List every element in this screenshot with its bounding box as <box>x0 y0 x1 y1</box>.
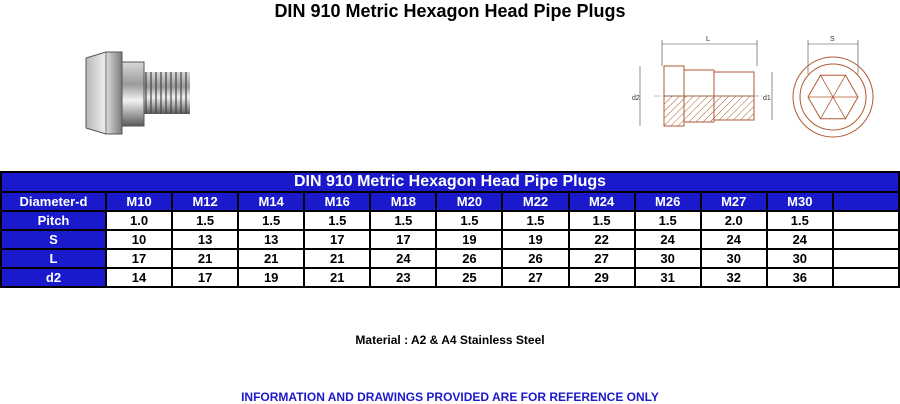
label-d1: d1 <box>763 95 771 102</box>
table-cell: 32 <box>701 268 767 287</box>
table-row-pitch <box>1 211 899 230</box>
table-cell: 21 <box>172 249 238 268</box>
column-header: M16 <box>304 192 370 211</box>
page-title: DIN 910 Metric Hexagon Head Pipe Plugs <box>274 1 626 21</box>
table-cell: 1.5 <box>370 211 436 230</box>
label-L: L <box>706 36 710 43</box>
column-label-diameter: Diameter-d <box>1 192 106 211</box>
table-cell: 17 <box>370 230 436 249</box>
column-header: M22 <box>502 192 568 211</box>
table-cell: 1.5 <box>767 211 833 230</box>
table-cell: 14 <box>106 268 172 287</box>
table-cell: 13 <box>172 230 238 249</box>
table-cell: 25 <box>436 268 502 287</box>
table-cell: 10 <box>106 230 172 249</box>
table-cell: 22 <box>569 230 635 249</box>
column-header: M20 <box>436 192 502 211</box>
table-cell: 30 <box>635 249 701 268</box>
table-cell: 1.5 <box>569 211 635 230</box>
column-header: M10 <box>106 192 172 211</box>
table-cell: 1.5 <box>238 211 304 230</box>
table-cell <box>833 230 899 249</box>
row-label: S <box>1 230 106 249</box>
technical-drawing <box>632 30 882 145</box>
column-header: M26 <box>635 192 701 211</box>
table-cell: 27 <box>502 268 568 287</box>
table-heading-row <box>1 172 899 192</box>
table-cell: 2.0 <box>701 211 767 230</box>
table-heading: DIN 910 Metric Hexagon Head Pipe Plugs <box>1 172 899 192</box>
table-cell: 1.0 <box>106 211 172 230</box>
table-cell <box>833 249 899 268</box>
table-cell: 26 <box>502 249 568 268</box>
row-label: Pitch <box>1 211 106 230</box>
table-row-s <box>1 230 899 249</box>
table-cell: 19 <box>436 230 502 249</box>
table-cell: 29 <box>569 268 635 287</box>
pipe-plug-photo <box>80 48 195 140</box>
table-cell: 1.5 <box>436 211 502 230</box>
material-note: Material : A2 & A4 Stainless Steel <box>355 333 545 347</box>
table-cell: 21 <box>238 249 304 268</box>
column-header <box>833 192 899 211</box>
column-header: M14 <box>238 192 304 211</box>
table-cell: 17 <box>304 230 370 249</box>
column-header: M27 <box>701 192 767 211</box>
table-cell: 27 <box>569 249 635 268</box>
table-cell: 1.5 <box>304 211 370 230</box>
table-cell: 24 <box>701 230 767 249</box>
column-header: M18 <box>370 192 436 211</box>
table-cell: 19 <box>238 268 304 287</box>
spec-table <box>0 171 900 288</box>
table-cell: 30 <box>701 249 767 268</box>
table-cell: 30 <box>767 249 833 268</box>
table-cell: 17 <box>172 268 238 287</box>
column-header: M24 <box>569 192 635 211</box>
table-cell: 31 <box>635 268 701 287</box>
table-cell: 19 <box>502 230 568 249</box>
table-cell: 24 <box>635 230 701 249</box>
table-cell: 17 <box>106 249 172 268</box>
row-label: L <box>1 249 106 268</box>
table-cell: 13 <box>238 230 304 249</box>
column-header: M30 <box>767 192 833 211</box>
table-cell: 26 <box>436 249 502 268</box>
table-cell: 21 <box>304 268 370 287</box>
table-cell: 36 <box>767 268 833 287</box>
table-row-l <box>1 249 899 268</box>
table-cell <box>833 268 899 287</box>
row-label: d2 <box>1 268 106 287</box>
table-cell: 23 <box>370 268 436 287</box>
table-cell: 21 <box>304 249 370 268</box>
table-cell: 1.5 <box>172 211 238 230</box>
table-cell: 24 <box>370 249 436 268</box>
label-S: S <box>830 36 835 43</box>
table-header-row <box>1 192 899 211</box>
column-header: M12 <box>172 192 238 211</box>
table-cell: 1.5 <box>635 211 701 230</box>
reference-disclaimer: INFORMATION AND DRAWINGS PROVIDED ARE FOR REFERENCE ONLY <box>241 390 659 404</box>
table-row-d2 <box>1 268 899 287</box>
table-cell: 24 <box>767 230 833 249</box>
table-cell: 1.5 <box>502 211 568 230</box>
table-cell <box>833 211 899 230</box>
label-d2: d2 <box>632 95 640 102</box>
